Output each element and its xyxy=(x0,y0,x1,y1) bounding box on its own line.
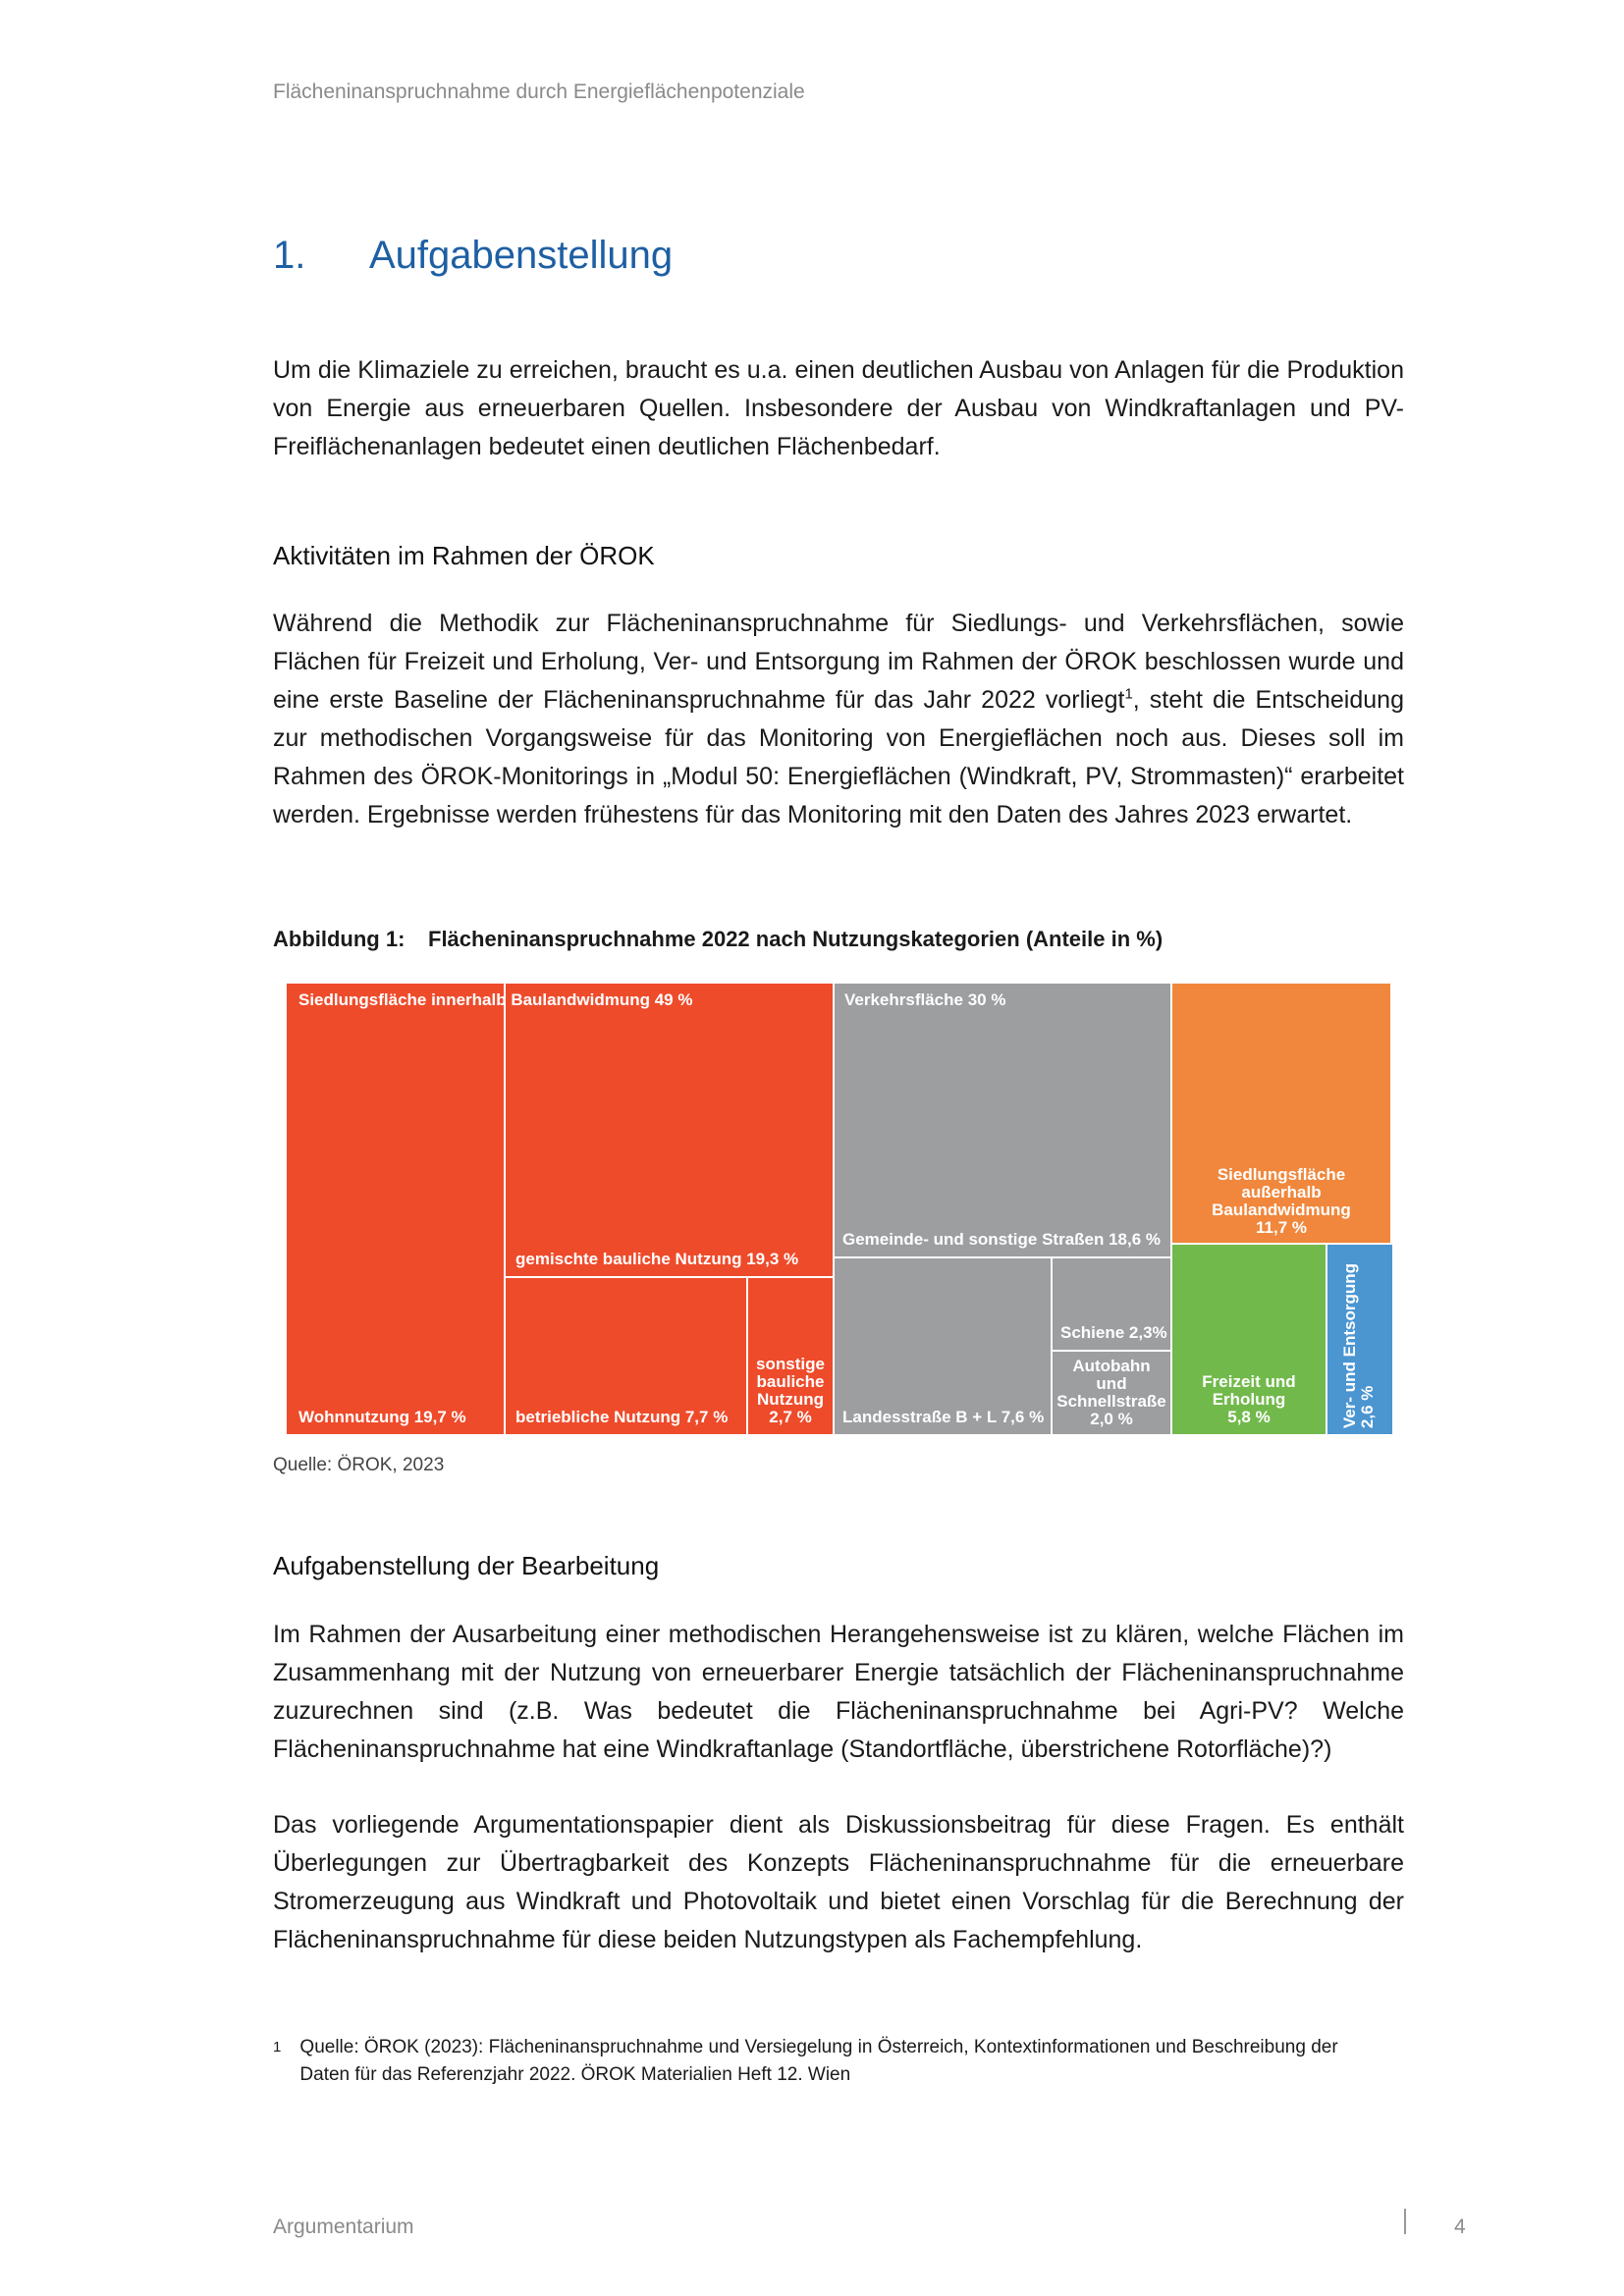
oerok-paragraph xyxy=(273,605,1404,834)
bearbeitung-text-2: Das vorliegende Argumentationspapier dient als Diskussionsbeitrag für diese Fragen. Es enthält Überlegungen zur Übertragbarkeit des Konzepts Flächeninanspruchnahme für die erneuerbare Stromerzeugung aus Windkraft und Photovoltaik und bietet einen Vorschlag für die Berechnung der Flächeninanspruchnahme für diese beiden Nutzungstypen als Fachempfehlung. xyxy=(273,1811,1404,1953)
bearbeitung-paragraph-2 xyxy=(273,1806,1404,1959)
autobahn-line1: Autobahn xyxy=(1072,1357,1151,1375)
bearbeitung-paragraph-1 xyxy=(273,1616,1404,1769)
heading-title: Aufgabenstellung xyxy=(369,234,674,277)
figure-caption-text: Flächeninanspruchnahme 2022 nach Nutzungskategorien (Anteile in %) xyxy=(428,927,1164,951)
figure-source: Quelle: ÖROK, 2023 xyxy=(273,1455,445,1475)
heading-number: 1. xyxy=(273,234,306,277)
tile-label-gemeinde: Gemeinde- und sonstige Straßen 18,6 % xyxy=(842,1230,1162,1249)
tile-freizeit xyxy=(1172,1245,1327,1436)
page-heading xyxy=(273,234,673,278)
running-head: Flächeninanspruchnahme durch Energieflächenpotenziale xyxy=(273,80,805,103)
footer-divider xyxy=(1404,2209,1406,2234)
treemap-figure xyxy=(287,984,1392,1436)
figure-caption xyxy=(273,927,1163,952)
oerok-text-part1: Während die Methodik zur Flächeninanspruchnahme für Siedlungs- und Verkehrsflächen, sowie Flächen für Freizeit und Erholung, Ver- und Entsorgung im Rahmen der ÖROK beschlossen wurde und eine erste Baseline der Flächeninanspruchnahme für das Jahr 2022 vorliegt xyxy=(273,610,1404,714)
tile-label-ausserhalb xyxy=(1172,1166,1390,1237)
tile-autobahn xyxy=(1053,1352,1172,1436)
freizeit-line1: Freizeit und xyxy=(1202,1372,1296,1391)
tile-label-sonstige xyxy=(748,1356,833,1426)
ausserhalb-line2: außerhalb xyxy=(1241,1183,1322,1201)
sonstige-line4: 2,7 % xyxy=(769,1408,812,1426)
tile-label-gemischt: gemischte bauliche Nutzung 19,3 % xyxy=(515,1250,799,1268)
footer-title: Argumentarium xyxy=(273,2216,414,2238)
tile-siedlung-ausserhalb xyxy=(1172,984,1392,1245)
intro-text: Um die Klimaziele zu erreichen, braucht es u.a. einen deutlichen Ausbau von Anlagen für die Produktion von Energie aus erneuerbaren Quellen. Insbesondere der Ausbau von Windkraftanlagen und PV-Freiflächenanlagen bedeutet einen deutlichen Flächenbedarf. xyxy=(273,356,1404,460)
page-number: 4 xyxy=(1454,2216,1466,2238)
footnote xyxy=(273,2034,1392,2089)
bearbeitung-text-1: Im Rahmen der Ausarbeitung einer methodischen Herangehensweise ist zu klären, welche Flächen im Zusammenhang mit der Nutzung von erneuerbarer Energie tatsächlich der Flächeninanspruchnahme zuzurechnen sind (z.B. Was bedeutet die Flächeninanspruchnahme bei Agri-PV? Welche Flächeninanspruchnahme hat eine Windkraftanlage (Standortfläche, überstrichene Rotorfläche)?) xyxy=(273,1621,1404,1763)
intro-paragraph xyxy=(273,351,1404,466)
ausserhalb-line3: Baulandwidmung xyxy=(1212,1201,1351,1219)
sonstige-line2: bauliche xyxy=(756,1372,825,1391)
group-label-siedlung-innerhalb: Siedlungsfläche innerhalb Baulandwidmung 49 % xyxy=(298,990,693,1009)
ausserhalb-line1: Siedlungsfläche xyxy=(1217,1165,1346,1184)
section-title-oerok: Aktivitäten im Rahmen der ÖROK xyxy=(273,541,655,570)
footnote-reference[interactable]: 1 xyxy=(1124,685,1133,703)
footnote-text: Quelle: ÖROK (2023): Flächeninanspruchnahme und Versiegelung in Österreich, Kontextinformationen und Beschreibung der Daten für das Referenzjahr 2022. ÖROK Materialien Heft 12. Wien xyxy=(299,2037,1338,2085)
autobahn-line4: 2,0 % xyxy=(1090,1410,1133,1428)
tile-label-freizeit xyxy=(1172,1373,1326,1426)
ver-line1: Ver- und Entsorgung xyxy=(1340,1262,1359,1428)
sonstige-line3: Nutzung xyxy=(757,1390,824,1409)
ausserhalb-line4: 11,7 % xyxy=(1256,1218,1307,1237)
autobahn-line2: und xyxy=(1096,1374,1127,1393)
tile-sonstige xyxy=(748,1278,835,1436)
tile-label-schiene: Schiene 2,3% xyxy=(1060,1323,1167,1342)
tile-gemischt xyxy=(506,984,835,1278)
tile-gemeinde-strassen xyxy=(835,984,1172,1258)
group-label-verkehr: Verkehrsfläche 30 % xyxy=(844,990,1006,1009)
tile-label-betrieblich: betriebliche Nutzung 7,7 % xyxy=(515,1408,729,1426)
oerok-text-part2: , steht die Entscheidung zur methodischen Vorgangsweise für das Monitoring von Energieflächen noch aus. Dieses soll im Rahmen des ÖROK-Monitorings in „Modul 50: Energieflächen (Windkraft, PV, Strommasten)“ erarbeitet werden. Ergebnisse werden frühestens für das Monitoring mit den Daten des Jahres 2023 erwartet. xyxy=(273,686,1404,828)
tile-landesstrasse xyxy=(835,1258,1053,1436)
tile-schiene xyxy=(1053,1258,1172,1352)
tile-ver-entsorgung xyxy=(1327,1245,1392,1436)
autobahn-line3: Schnellstraße xyxy=(1056,1392,1166,1411)
tile-label-wohnnutzung: Wohnnutzung 19,7 % xyxy=(298,1408,466,1426)
tile-wohnnutzung xyxy=(287,984,506,1436)
tile-betrieblich xyxy=(506,1278,748,1436)
freizeit-line2: Erholung xyxy=(1212,1390,1286,1409)
figure-label: Abbildung 1: xyxy=(273,927,406,951)
ver-line2: 2,6 % xyxy=(1358,1385,1377,1428)
freizeit-line3: 5,8 % xyxy=(1227,1408,1271,1426)
section-title-bearbeitung: Aufgabenstellung der Bearbeitung xyxy=(273,1551,660,1580)
tile-label-ver xyxy=(1341,1263,1377,1428)
tile-label-landesstrasse: Landesstraße B + L 7,6 % xyxy=(842,1408,1045,1426)
footnote-number: 1 xyxy=(273,2039,282,2056)
sonstige-line1: sonstige xyxy=(756,1355,825,1373)
tile-label-autobahn xyxy=(1053,1358,1170,1428)
